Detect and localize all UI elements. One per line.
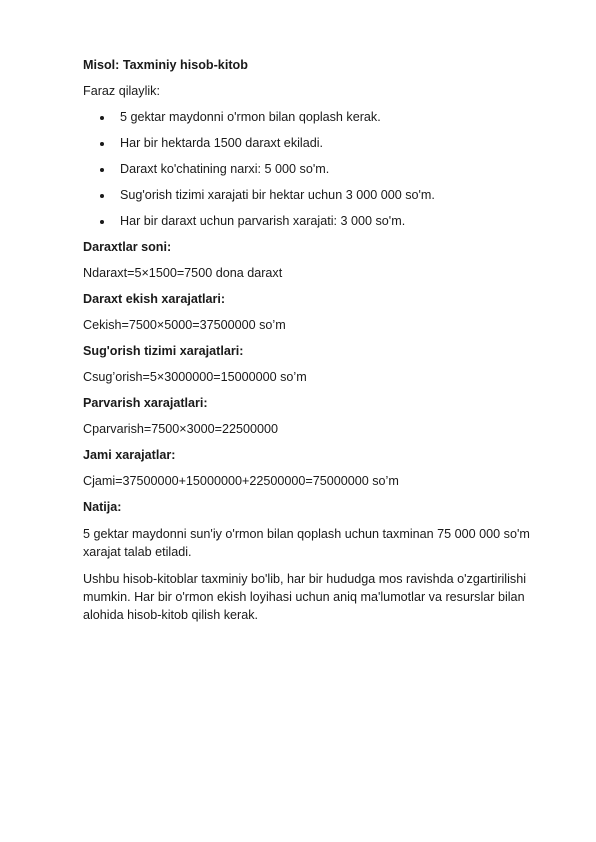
section-heading-tree-count: Daraxtlar soni:	[83, 240, 172, 254]
result-paragraph: 5 gektar maydonni sun'iy o'rmon bilan qoplash uchun taxminan 75 000 000 so'm xarajat talab etiladi.	[83, 527, 530, 559]
formula-irrigation-cost: Csug’orish=5×3000000=15000000 so’m	[83, 370, 307, 384]
section-heading-maintenance-cost: Parvarish xarajatlari:	[83, 396, 208, 410]
bullet-icon	[100, 168, 104, 172]
section-heading-planting-cost: Daraxt ekish xarajatlari:	[83, 292, 226, 306]
list-item-text: 5 gektar maydonni o'rmon bilan qoplash kerak.	[120, 110, 381, 124]
list-item-text: Har bir hektarda 1500 daraxt ekiladi.	[120, 136, 324, 150]
intro-text: Faraz qilaylik:	[83, 84, 160, 98]
bullet-icon	[100, 142, 104, 146]
bullet-icon	[100, 194, 104, 198]
assumptions-list	[83, 109, 543, 230]
bullet-icon	[100, 220, 104, 224]
formula-maintenance-cost: Cparvarish=7500×3000=22500000	[83, 422, 279, 436]
list-item	[83, 213, 543, 230]
list-item	[83, 109, 543, 126]
disclaimer-paragraph: Ushbu hisob-kitoblar taxminiy bo'lib, har bir hududga mos ravishda o'zgartirilishi mumkin. Har bir o'rmon ekish loyihasi uchun aniq ma'lumotlar va resurslar bilan alohida hisob-kitob qilish kerak.	[83, 572, 527, 622]
document-title: Misol: Taxminiy hisob-kitob	[83, 58, 248, 72]
list-item	[83, 161, 543, 178]
list-item	[83, 187, 543, 204]
list-item-text: Sug'orish tizimi xarajati bir hektar uchun 3 000 000 so'm.	[120, 188, 435, 202]
list-item	[83, 135, 543, 152]
formula-tree-count: Ndaraxt=5×1500=7500 dona daraxt	[83, 266, 283, 280]
list-item-text: Daraxt ko'chatining narxi: 5 000 so'm.	[120, 162, 330, 176]
bullet-icon	[100, 116, 104, 120]
document-page	[83, 57, 543, 633]
list-item-text: Har bir daraxt uchun parvarish xarajati: 3 000 so'm.	[120, 214, 406, 228]
result-heading: Natija:	[83, 500, 122, 514]
formula-total-cost: Cjami=37500000+15000000+22500000=75000000 so’m	[83, 474, 399, 488]
section-heading-total-cost: Jami xarajatlar:	[83, 448, 176, 462]
section-heading-irrigation-cost: Sug'orish tizimi xarajatlari:	[83, 344, 244, 358]
formula-planting-cost: Cekish=7500×5000=37500000 so’m	[83, 318, 286, 332]
